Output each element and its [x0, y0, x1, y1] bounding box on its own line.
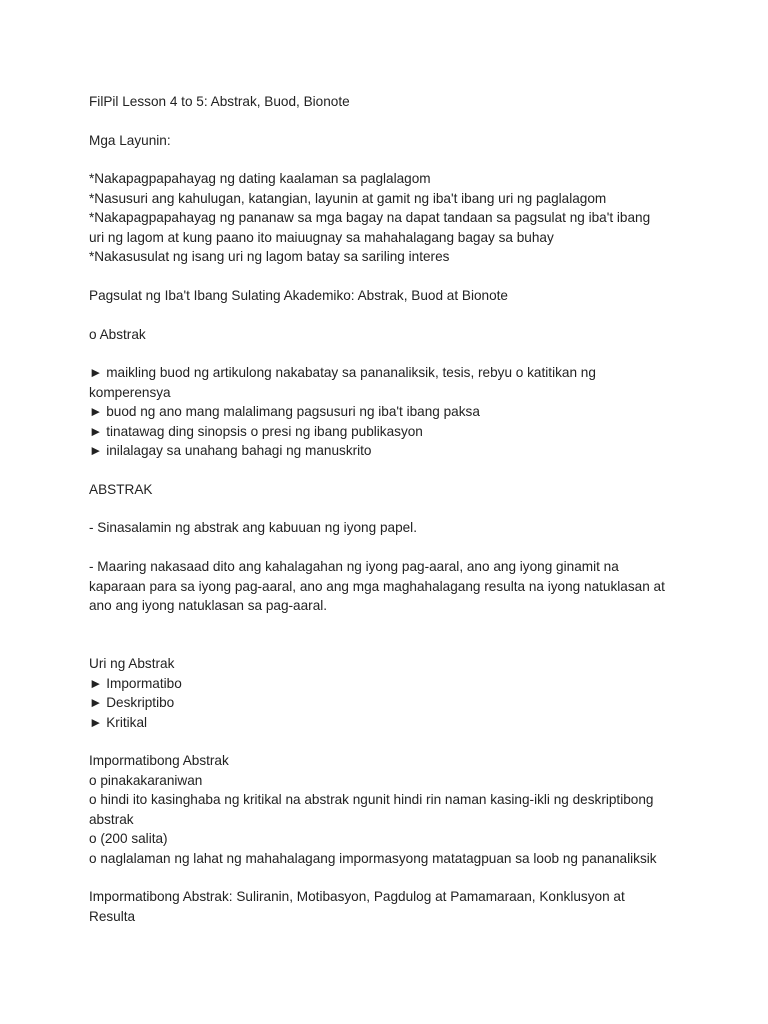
objective-line: *Nakapagpapahayag ng dating kaalaman sa paglalagom	[89, 171, 431, 186]
objective-line: uri ng lagom at kung paano ito maiuugnay sa mahahalagang bagay sa buhay	[89, 229, 554, 245]
objectives-heading: Mga Layunin:	[89, 133, 171, 148]
objective-line: *Nakasusulat ng isang uri ng lagom batay sa sariling interes	[89, 249, 450, 264]
impormatibo-point: o hindi ito kasinghaba ng kritikal na abstrak ngunit hindi rin naman kasing-ikli ng deskriptibong	[89, 792, 654, 807]
uri-item: ► Kritikal	[89, 714, 148, 730]
uri-item: ► Deskriptibo	[89, 695, 175, 710]
section-heading: Pagsulat ng Iba't Ibang Sulating Akademiko: Abstrak, Buod at Bionote	[89, 288, 508, 303]
abstrak-point: ► buod ng ano mang malalimang pagsusuri ng iba't ibang paksa	[89, 404, 480, 419]
abstrak-point: ► maikling buod ng artikulong nakabatay sa pananaliksik, tesis, rebyu o katitikan ng	[89, 365, 596, 380]
uri-heading: Uri ng Abstrak	[89, 656, 175, 671]
impormatibo-point: o naglalaman ng lahat ng mahahalagang impormasyong matatagpuan sa loob ng pananaliksik	[89, 850, 657, 866]
abstrak-description: ano ang iyong natuklasan sa pag-aaral.	[89, 598, 328, 613]
impormatibo-point: o pinakakaraniwan	[89, 772, 203, 788]
abstrak-point: ► tinatawag ding sinopsis o presi ng ibang publikasyon	[89, 423, 423, 439]
impormatibo-point: abstrak	[89, 811, 134, 827]
document-title: FilPil Lesson 4 to 5: Abstrak, Buod, Bionote	[89, 94, 350, 109]
abstrak-point: komperensya	[89, 384, 171, 400]
uri-item: ► Impormatibo	[89, 675, 182, 691]
abstrak-description: - Sinasalamin ng abstrak ang kabuuan ng iyong papel.	[89, 520, 417, 535]
abstrak-heading: ABSTRAK	[89, 482, 153, 497]
impormatibo-parts: Resulta	[89, 908, 136, 924]
abstrak-description: - Maaring nakasaad dito ang kahalagahan ng iyong pag-aaral, ano ang iyong ginamit na	[89, 559, 619, 574]
abstrak-label: o Abstrak	[89, 327, 146, 342]
abstrak-description: kaparaan para sa iyong pag-aaral, ano ang mga maghahalagang resulta na iyong natuklasan at	[89, 578, 665, 594]
impormatibo-heading: Impormatibong Abstrak	[89, 753, 229, 768]
objective-line: *Nakapagpapahayag ng pananaw sa mga bagay na dapat tandaan sa pagsulat ng iba't ibang	[89, 210, 651, 225]
impormatibo-point: o (200 salita)	[89, 831, 168, 846]
impormatibo-parts: Impormatibong Abstrak: Suliranin, Motibasyon, Pagdulog at Pamamaraan, Konklusyon at	[89, 889, 625, 904]
abstrak-point: ► inilalagay sa unahang bahagi ng manuskrito	[89, 443, 372, 458]
objective-line: *Nasusuri ang kahulugan, katangian, layunin at gamit ng iba't ibang uri ng paglalagom	[89, 190, 607, 206]
